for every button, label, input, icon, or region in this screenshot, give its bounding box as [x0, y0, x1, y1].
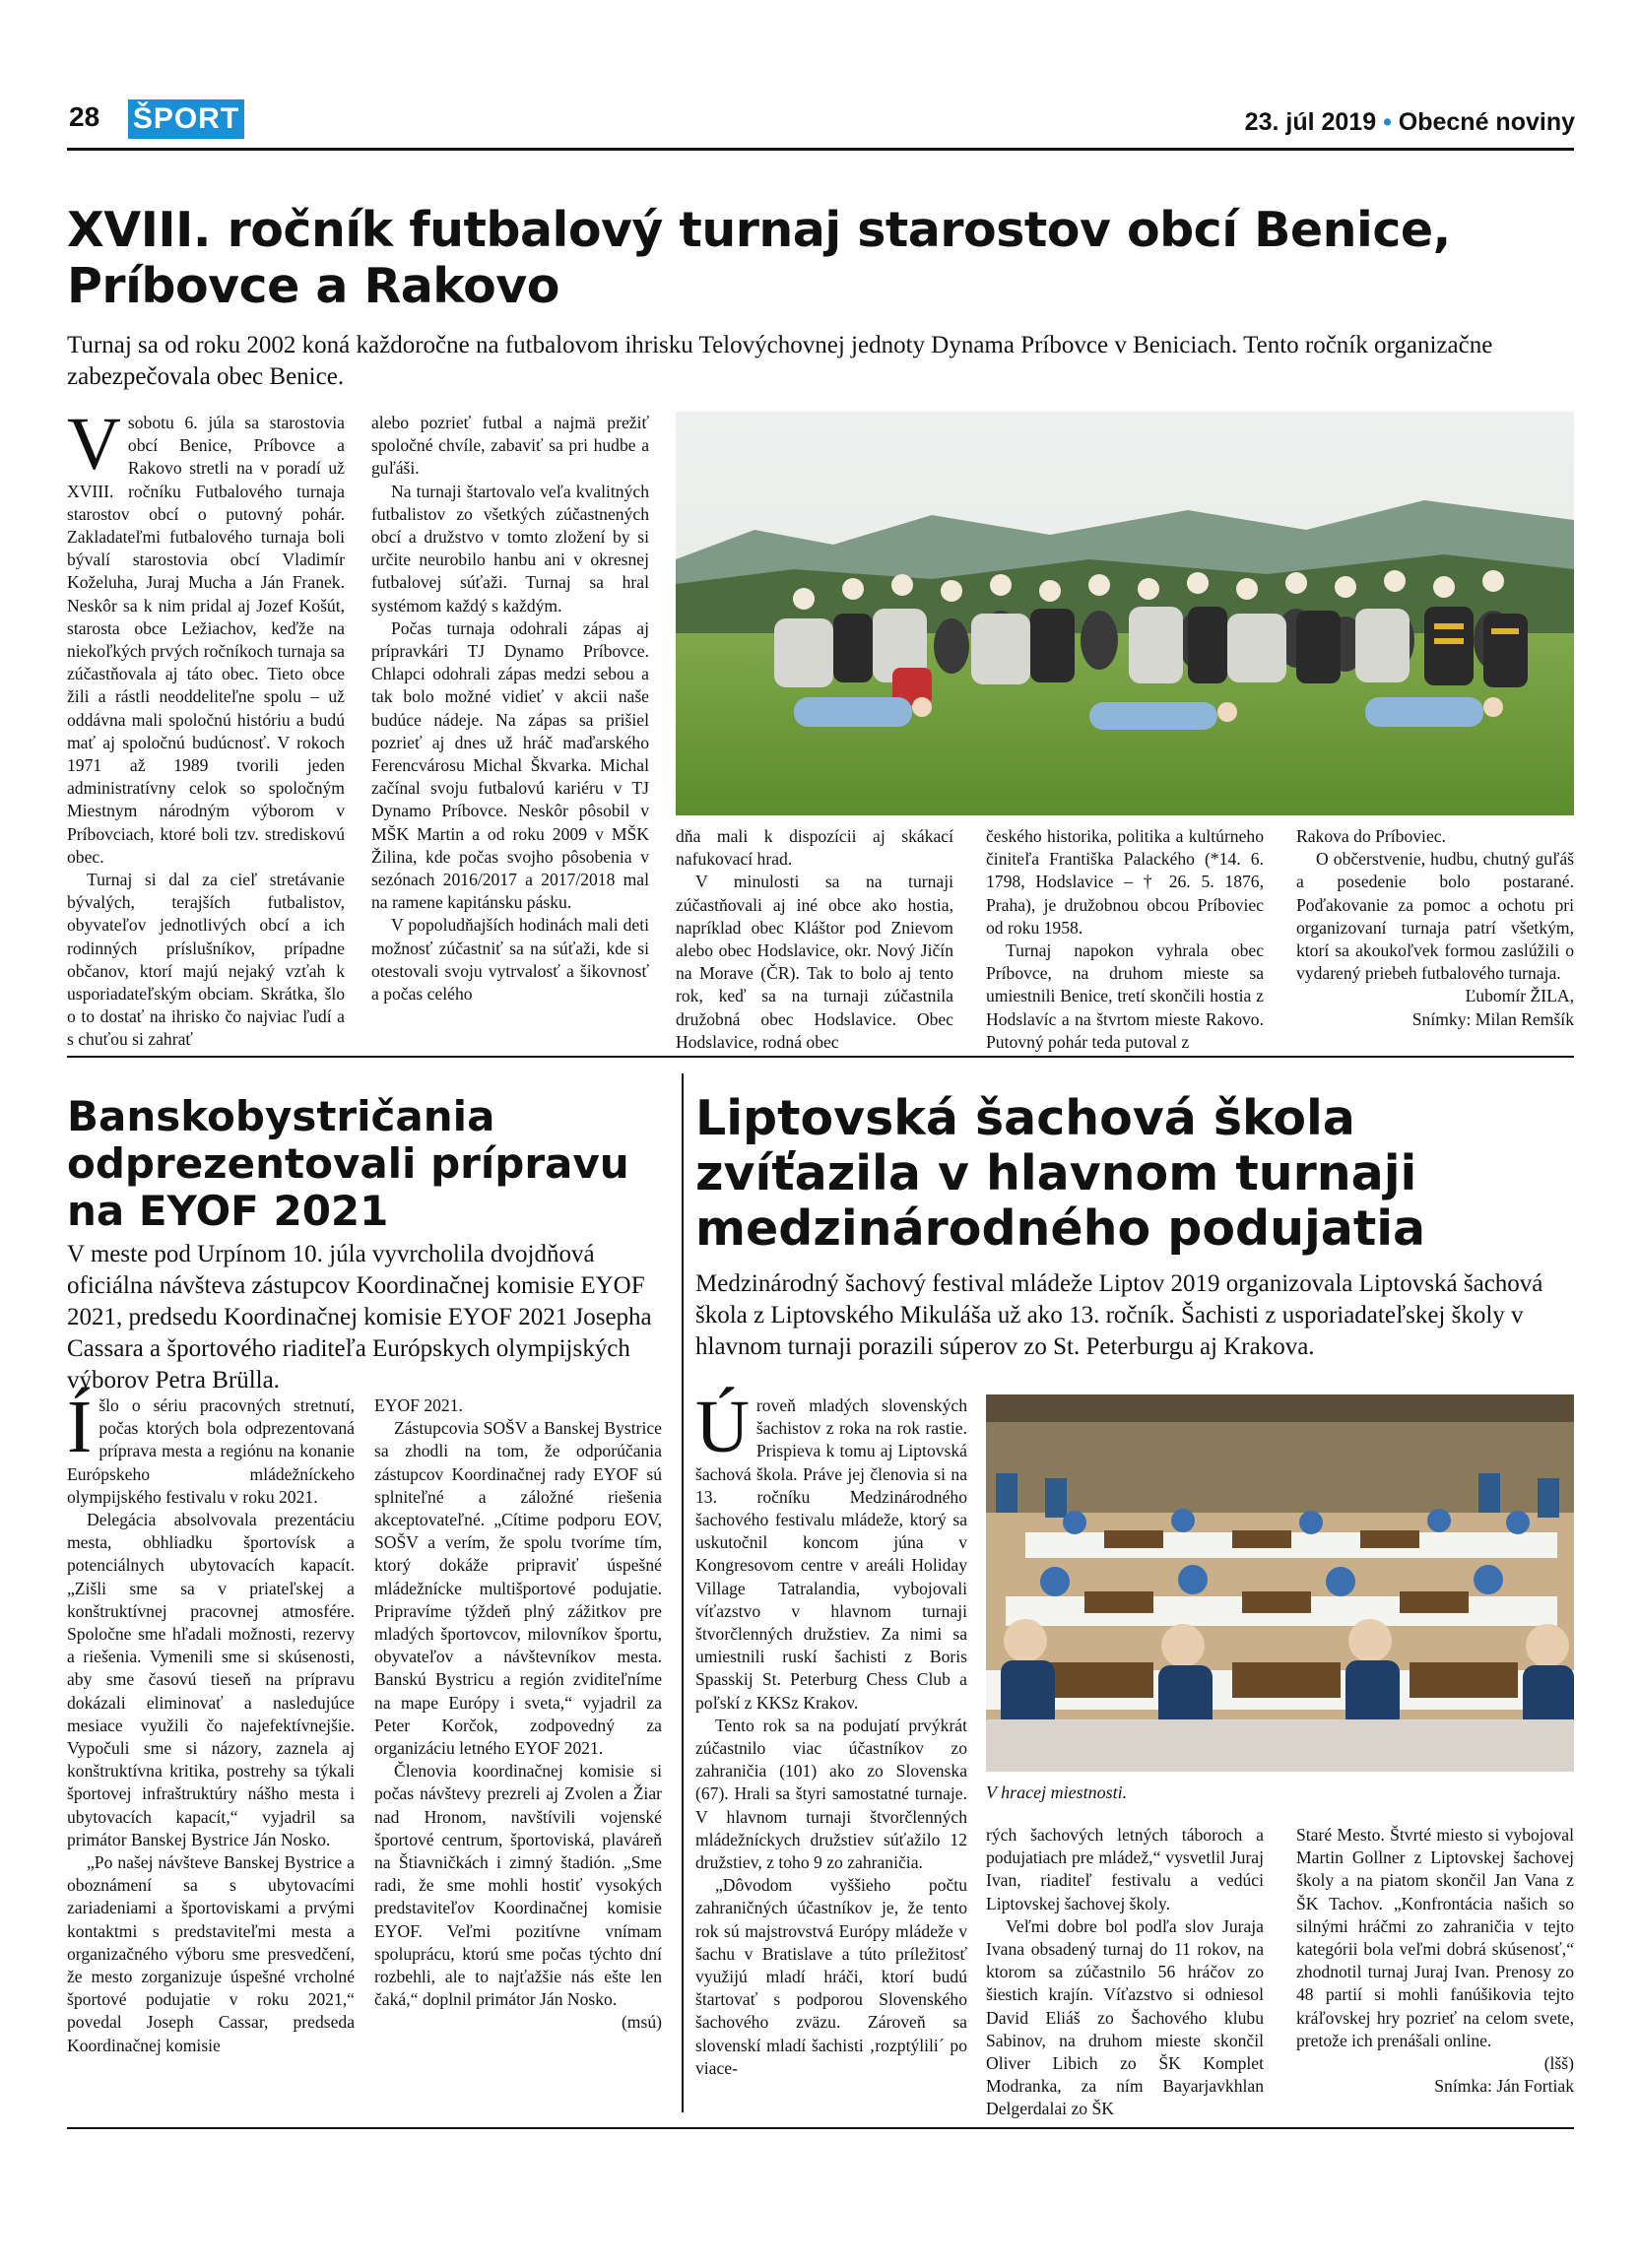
- paragraph: V minulosti sa na turnaji zúčastňovali aj iné obce ako hostia, napríklad obec Kláštor pod Znievom alebo obec Hodslavice, okr. Nový Jičín na Morave (ČR). Tak to bolo aj tento rok, keď sa na turnaji zúčastnila družobná obec Hodslavice. Obec Hodslavice, rodná obec: [676, 872, 953, 1052]
- author-signature: (msú): [621, 2012, 662, 2033]
- paragraph: Rakova do Príboviec.: [1296, 826, 1446, 846]
- paragraph: Veľmi dobre bol podľa slov Juraja Ivana obsadený turnaj do 11 rokov, na ktorom sa zúčastnilo 56 hráčov zo šiestich krajín. Víťazstvo si odniesol David Eliáš zo Šachového klubu Sabinov, na druhom mieste skončil Oliver Libich zo ŠK Komplet Modranka, za ním Bayarjavkhlan Delgerdalai zo ŠK: [986, 1915, 1264, 2119]
- paragraph: alebo pozrieť futbal a najmä prežiť spoločné chvíle, zabaviť sa pri hudbe a guľáši.: [371, 413, 649, 479]
- column-divider: [682, 1073, 684, 2112]
- article-lead-chess: Medzinárodný šachový festival mládeže Liptov 2019 organizovala Liptovská šachová škola z Liptovského Mikuláša už ako 13. ročník. Šachisti z usporiadateľskej školy v hlavnom turnaji porazili súperov zo St. Peterburgu aj Krakova.: [695, 1270, 1543, 1360]
- paragraph: dňa mali k dispozícii aj skákací nafukovací hrad.: [676, 826, 953, 870]
- paragraph: „Dôvodom vyššieho počtu zahraničných účastníkov je, že tento rok sú majstrovstvá Európy mládeže v šachu v Bratislave a túto príležitosť využijú mladí hráči, ktorí budú štartovať s podporou Slovenského šachového zväzu. Zároveň sa slovenskí mladí šachisti ‚rozptýlili´ po viace-: [695, 1875, 967, 2078]
- dropcap: Í: [67, 1386, 93, 1468]
- paragraph: sobotu 6. júla sa starostovia obcí Benice, Príbovce a Rakovo stretli na v poradí už XVIII. ročníku Futbalového turnaja starostov obcí o putovný pohár. Zakladateľmi futbalového turnaja boli bývalí starostovia obcí Vladimír Koželuha, Juraj Mucha a Ján Franek. Neskôr sa k nim pridal aj Jozef Košút, starosta obce Ležiachov, keďže na niekoľkých prvých ročníkoch turnaja sa zúčastňovala aj táto obec. Tieto obce žili a rástli neoddeliteľne spolu – už oddávna mali spoločnú históriu a budú mať aj spoločnú budúcnosť. V rokoch 1971 až 1989 tvorili jeden administratívny celok so spoločným Miestnym národným výborom v Príbovciach, ktoré boli tzv. strediskovú obec.: [67, 413, 345, 867]
- paragraph: O občerstvenie, hudbu, chutný guľáš a posedenie bolo postarané. Poďakovanie za pomoc a ochotu pri organizovaní turnaja patrí všetkým, ktorí sa akoukoľvek formou zaslúžili o vydarený priebeh futbalového turnaja.: [1296, 849, 1574, 984]
- article-title-chess: [695, 1091, 1574, 1257]
- section-divider: [67, 1056, 1574, 1058]
- article-column: [695, 1386, 967, 2080]
- team-photo: [676, 412, 1574, 815]
- title-line: zvíťazila v hlavnom turnaji: [695, 1145, 1417, 1201]
- article-title-football: [67, 202, 1574, 314]
- author-signature: Ľubomír ŽILA,: [1465, 986, 1574, 1006]
- section-label: ŠPORT: [128, 99, 244, 139]
- paragraph: Členovia koordinačnej komisie si počas návštevy prezreli aj Zvolen a Žiar nad Hronom, navštívili vojenské športové centrum, športoviská, plaváreň na Štiavničkách i zimný štadión. „Sme radi, že sme mohli hostiť vysokých predstaviteľov Koordinačnej komisie EYOF. Veľmi pozitívne vnímam spoluprácu, ktorú sme počas týchto dní rozbehli, ale to najťažšie nás ešte len čaká,“ doplnil primátor Ján Nosko.: [374, 1761, 662, 2010]
- article-title-eyof: [67, 1093, 668, 1235]
- article-column: [67, 1386, 355, 2057]
- article-column: [986, 1824, 1264, 2121]
- title-line: medzinárodného podujatia: [695, 1200, 1426, 1257]
- paragraph: Turnaj napokon vyhrala obec Príbovce, na druhom mieste sa umiestnili Benice, tretí skončili hostia z Hodslavíc a na štvrtom mieste Rakovo. Putovný pohár teda putoval z: [986, 940, 1264, 1052]
- article-column: [374, 1394, 662, 2035]
- paragraph: Zástupcovia SOŠV a Banskej Bystrice sa zhodli na tom, že odporúčania zástupcov Koordinačnej rady EYOF sú splniteľné a záložné riešenia akceptovateľné. „Cítime podporu EOV, SOŠV a verím, že spolu tvoríme tím, ktorý dokáže pripraviť úspešné mládežnícke multišportové podujatie. Pripravíme týždeň plný zážitkov pre mladých športovcov, milovníkov športu, obyvateľov a návštevníkov mesta. Banskú Bystricu a región zviditeľníme na mape Európy i sveta,“ vyjadril za Peter Korčok, zodpovedný za organizáciu letného EYOF 2021.: [374, 1418, 662, 1759]
- header-rule: [67, 148, 1574, 151]
- article-column: [67, 403, 345, 1052]
- paragraph: „Po našej návšteve Banskej Bystrice a oboznámení sa s ubytovacími zariadeniami a športoviskami a prvými kontaktmi s predstaviteľmi mesta a organizačného výboru sme presvedčení, že mesto zorganizuje úspešné vrcholné športové podujatie v roku 2021,“ povedal Joseph Cassar, predseda Koordinačnej komisie: [67, 1852, 355, 2055]
- article-column: [1296, 825, 1574, 1031]
- title-line: Banskobystričania: [67, 1092, 495, 1140]
- paragraph: Počas turnaja odohrali zápas aj prípravkári TJ Dynamo Príbovce. Chlapci odohrali zápas medzi sebou a tak bolo možné vidieť v akcii naše budúce nádeje. Na zápas sa prišiel pozrieť aj dnes už hráč maďarského Ferencvárosu Michal Škvarka. Michal začínal svoju futbalovú kariéru v TJ Dynamo Príbovce. Neskôr pôsobil v MŠK Martin a od roku 2009 v MŠK Žilina, kde počas svojho pôsobenia v sezónach 2016/2017 a 2017/2018 mal na ramene kapitánsku pásku.: [371, 617, 649, 913]
- dropcap: V: [67, 403, 121, 486]
- issue-date: 23. júl 2019: [1244, 108, 1377, 136]
- photo-credit: Snímka: Ján Fortiak: [1434, 2076, 1574, 2097]
- article-lead-football: Turnaj sa od roku 2002 koná každoročne na futbalovom ihrisku Telovýchovnej jednoty Dynama Príbovce v Beniciach. Tento ročník organizačne zabezpečovala obec Benice.: [67, 332, 1493, 390]
- dropcap: Ú: [695, 1386, 750, 1468]
- paragraph: Delegácia absolvovala prezentáciu mesta, obhliadku športovísk a potenciálnych ubytovacích kapacít. „Zišli sme sa v priateľskej a konštruktívnej pracovnej atmosfére. Spoločne sme hľadali možnosti, rezervy a riešenia. Vymenili sme si skúsenosti, aby sme časovú tieseň na prípravu dokázali eliminovať a nasledujúce mesiace využili čo najefektívnejšie. Vypočuli sme si názory, zaznela aj konštruktívna kritika, postrehy sa týkali športovej infraštruktúry nášho mesta i ubytovacích kapacít,“ vyjadril sa primátor Banskej Bystrice Ján Nosko.: [67, 1510, 355, 1849]
- article-lead-eyof: V meste pod Urpínom 10. júla vyvrcholila dvojdňová oficiálna návšteva zástupcov Koordinačnej komisie EYOF 2021, predsedu Koordinačnej komisie EYOF 2021 Josepha Cassara a športového riaditeľa Európskych olympijských výborov Petra Brülla.: [67, 1241, 652, 1393]
- paragraph: šlo o sériu pracovných stretnutí, počas ktorých bola odprezentovaná príprava mesta a regiónu na konanie Európskeho mládežníckeho olympijského festivalu v roku 2021.: [67, 1395, 355, 1507]
- photo-credit: Snímky: Milan Remšík: [1411, 1008, 1574, 1029]
- title-line: na EYOF 2021: [67, 1187, 389, 1235]
- title-line: XVIII. ročník futbalový turnaj starostov obcí Benice,: [67, 202, 1451, 258]
- author-signature: (lšš): [1543, 2053, 1574, 2074]
- title-line: Liptovská šachová škola: [695, 1090, 1355, 1146]
- paragraph: rých šachových letných táboroch a podujatiach pre mládež,“ vysvetlil Juraj Ivan, riaditeľ festivalu a vedúci Liptovskej šachovej školy.: [986, 1825, 1264, 1913]
- paragraph: Turnaj si dal za cieľ stretávanie bývalých, terajších futbalistov, obyvateľov jednotlivých obcí a ich rodinných príslušníkov, prípadne občanov, ktorí majú nejaký vzťah k usporiadateľským obciam. Skrátka, šlo o to dostať na ihrisko čo najviac ľudí a s chuťou si zahrať: [67, 870, 345, 1050]
- title-line: odprezentovali prípravu: [67, 1139, 629, 1188]
- publication-name: Obecné noviny: [1398, 108, 1575, 136]
- paragraph: Staré Mesto. Štvrté miesto si vybojoval Martin Gollner z Liptovskej šachovej školy a na piatom skončil Jan Vana z ŠK Tachov. „Konfrontácia našich so silnými hráčmi zo zahraničia v tejto kategórii bola veľmi dobrá skúsenosť,“ zhodnotil turnaj Juraj Ivan. Prenosy zo 48 partií si mohli fanúšikovia tejto kráľovskej hry pozrieť na celom svete, pretože ich prenášali online.: [1296, 1825, 1574, 2050]
- separator-dot: •: [1383, 108, 1392, 136]
- page-number: 28: [69, 101, 100, 132]
- article-column: [986, 825, 1264, 1054]
- paragraph: českého historika, politika a kultúrneho činiteľa Františka Palackého (*14. 6. 1798, Hodslavice – † 26. 5. 1876, Praha), je družobnou obcou Príboviec od roku 1958.: [986, 826, 1264, 938]
- paragraph: EYOF 2021.: [374, 1395, 463, 1415]
- article-column: [1296, 1824, 1574, 2098]
- paragraph: Na turnaji štartovalo veľa kvalitných futbalistov zo všetkých zúčastnených obcí a družstvo v tomto zložení by si určite neurobilo hanbu ani v okresnej futbalovej súťaži. Turnaj sa hral systémom každý s každým.: [371, 481, 649, 616]
- title-line: Príbovce a Rakovo: [67, 258, 559, 314]
- paragraph: Tento rok sa na podujatí prvýkrát zúčastnilo viac účastníkov zo zahraničia (101) ako zo Slovenska (67). Hrali sa štyri samostatné turnaje. V hlavnom turnaji štvorčlenných mládežníckych družstiev súťažilo 12 družstiev, z toho 9 zo zahraničia.: [695, 1715, 967, 1873]
- article-column: [676, 825, 953, 1054]
- footer-rule: [67, 2127, 1574, 2129]
- paragraph: V popoludňajších hodinách mali deti možnosť zúčastniť sa na súťaži, kde si otestovali svoju vytrvalosť a šikovnosť a počas celého: [371, 915, 649, 1004]
- paragraph: roveň mladých slovenských šachistov z roka na rok rastie. Prispieva k tomu aj Liptovská šachová škola. Práve jej členovia si na 13. ročníku Medzinárodného šachového festivalu mládeže, ktorý sa uskutočnil koncom júna v Kongresovom centre v areáli Holiday Village Tatralandia, vybojovali víťazstvo v hlavnom turnaji štvorčlenných družstiev. Za nimi sa umiestnili ruskí šachisti z Boris Spasskij St. Peterburg Chess Club a poľskí z KKSz Krakov.: [695, 1395, 967, 1713]
- issue-info: [1245, 108, 1575, 137]
- chess-photo: [986, 1394, 1574, 1772]
- article-column: [371, 412, 649, 1005]
- photo-caption: V hracej miestnosti.: [986, 1782, 1128, 1802]
